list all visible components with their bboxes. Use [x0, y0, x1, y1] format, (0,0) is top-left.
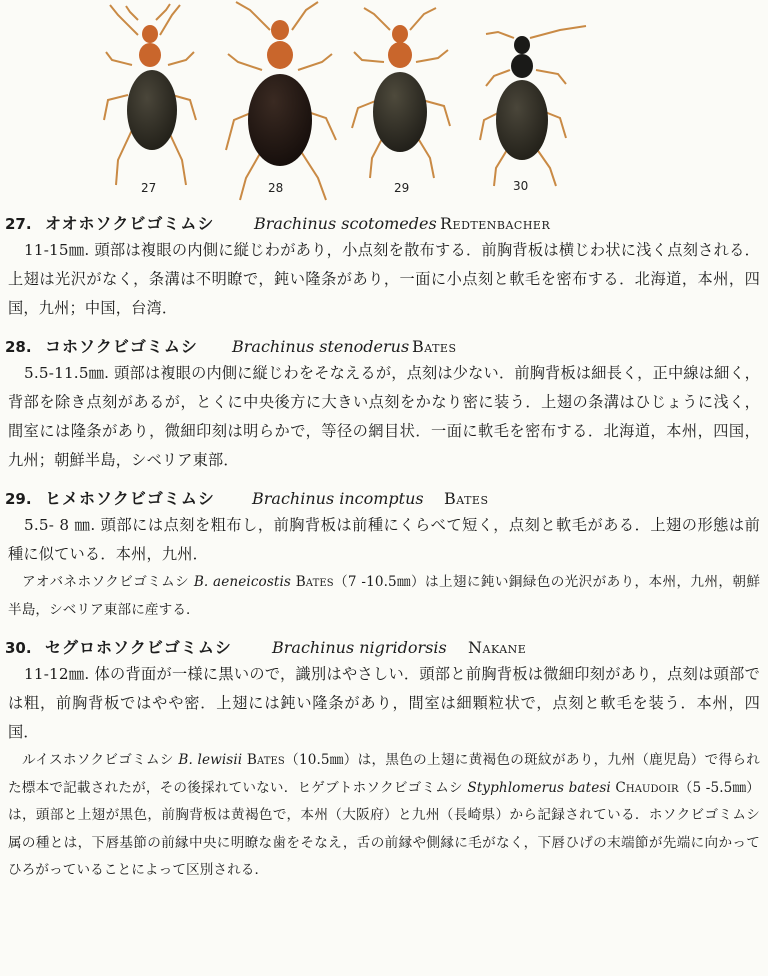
species-entry-28	[0, 335, 768, 475]
species-author: Bates	[412, 337, 457, 356]
species-sci-name: Brachinus stenoderus	[232, 337, 410, 356]
species-description: 5.5- 8 ㎜. 頭部には点刻を粗布し，前胸背板は前種にくらべて短く，点刻と軟毛がある．上翅の形態は前種に似ている．本州，九州．	[8, 516, 760, 563]
species-heading	[0, 212, 768, 236]
note-sci-name: B. aeneicostis	[193, 574, 291, 590]
note-author: Chaudoir	[610, 779, 679, 796]
species-number: 29.	[5, 490, 32, 508]
species-descriptions	[0, 212, 768, 885]
specimen-29-illustration	[352, 8, 450, 178]
species-entry-27	[0, 212, 768, 323]
specimen-label-30: 30	[513, 179, 529, 193]
species-description: 11-15㎜. 頭部は複眼の内側に縦じわがあり，小点刻を散布する．前胸背板は横じわ状に浅く点刻される．上翅は光沢がなく，条溝は不明瞭で，鈍い隆条があり，一面に小点刻と軟毛を密布する．北海道，本州，四国，九州；中国，台湾．	[8, 241, 760, 317]
note-author: Bates	[242, 752, 285, 768]
specimen-30-illustration	[480, 26, 586, 186]
specimen-plate	[0, 0, 768, 205]
specimen-label-28: 28	[268, 181, 284, 195]
note-sci-name: Styphlomerus batesi	[467, 779, 611, 796]
note-author: Bates	[291, 574, 334, 590]
species-heading	[0, 636, 768, 660]
species-number: 27.	[5, 215, 32, 233]
species-heading	[0, 487, 768, 511]
species-jp-name: オオホソクビゴミムシ	[45, 214, 215, 233]
species-author: Nakane	[468, 638, 527, 657]
species-jp-name: コホソクビゴミムシ	[45, 337, 198, 356]
species-author: Bates	[444, 489, 489, 508]
note-text: （7 -10.5㎜）は上翅に鈍い銅緑色の光沢があり，本州，九州，朝鮮半島，シベリア東部に産する．	[8, 574, 761, 618]
species-description: 11-12㎜. 体の背面が一様に黒いので，識別はやさしい．頭部と前胸背板は微細印刻があり，点刻は頭部では粗，前胸背板ではやや密．上翅には鈍い隆条があり，間室は細顆粒状で，点刻と軟毛を装う．本州，四国．	[8, 665, 760, 741]
species-entry-29	[0, 487, 768, 624]
related-species-note	[0, 569, 768, 624]
species-sci-name: Brachinus nigridorsis	[272, 638, 447, 657]
species-number: 30.	[5, 639, 32, 657]
note-text: ルイスホソクビゴミムシ	[22, 752, 179, 768]
species-number: 28.	[5, 338, 32, 356]
related-species-note	[0, 747, 768, 885]
species-description: 5.5-11.5㎜. 頭部は複眼の内側に縦じわをそなえるが，点刻は少ない．前胸背板は細長く，正中線は細く，背部を除き点刻があるが，とくに中央後方に大きい点刻をかなり密に装う．上翅の条溝はひじょうに浅く，間室には隆条があり，微細印刻は明らかで，等径の網目状．一面に軟毛を密布する．北海道，本州，四国，九州；朝鮮半島，シベリア東部．	[8, 364, 760, 469]
species-jp-name: ヒメホソクビゴミムシ	[45, 489, 215, 508]
note-text: （10.5㎜）は，黒色の上翅に黄褐色の斑紋があり，九州（鹿児島）で得られた標本で記載されたが，その後採れていない．ヒゲブトホソクビゴミムシ	[8, 752, 761, 796]
specimen-28-illustration	[226, 2, 336, 200]
species-jp-name: セグロホソクビゴミムシ	[45, 638, 232, 657]
species-entry-30	[0, 636, 768, 885]
note-sci-name: B. lewisii	[178, 752, 243, 768]
species-heading	[0, 335, 768, 359]
species-sci-name: Brachinus incomptus	[252, 489, 424, 508]
species-author: Redtenbacher	[440, 214, 551, 233]
specimen-27-illustration	[104, 4, 196, 185]
note-text: （5 -5.5㎜）は，頭部と上翅が黒色，前胸背板は黄褐色で，本州（大阪府）と九州（長崎県）から記録されている．ホソクビゴミムシ属の種とは，下唇基節の前縁中央に明瞭な歯をそなえ，舌の前縁や側縁に毛がなく，下唇ひげの末端節が先端に向かってひろがっていることによって区別される．	[8, 779, 760, 878]
species-sci-name: Brachinus scotomedes	[254, 214, 437, 233]
specimen-label-27: 27	[141, 181, 157, 195]
specimen-label-29: 29	[394, 181, 410, 195]
note-text: アオバネホソクビゴミムシ	[22, 574, 194, 590]
